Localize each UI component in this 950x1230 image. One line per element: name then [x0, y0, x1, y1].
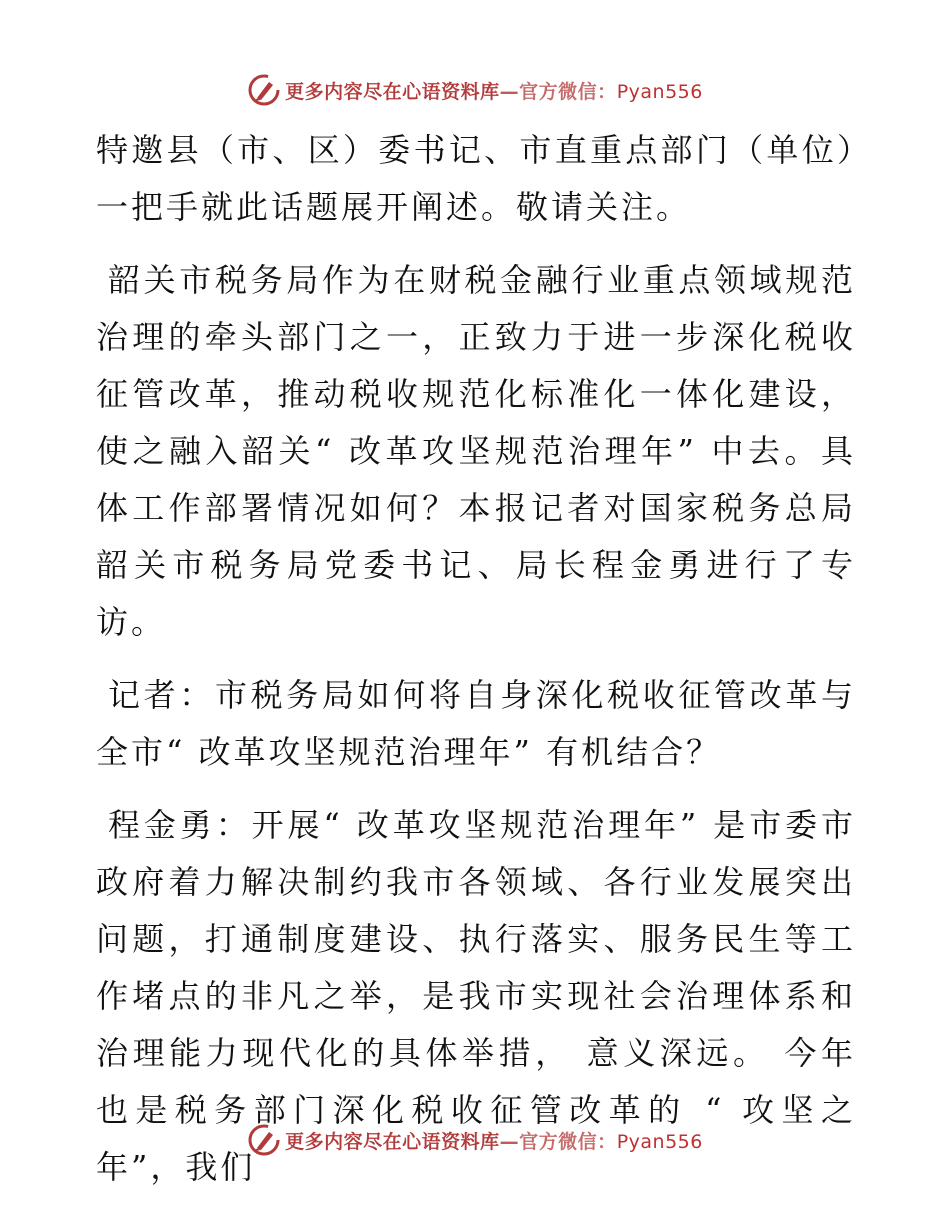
- watermark-text: [285, 1127, 703, 1154]
- watermark-dash: —: [499, 80, 520, 103]
- watermark-id: Pyan556: [616, 1130, 703, 1153]
- footer-watermark: [0, 1120, 950, 1160]
- watermark-label: 官方微信：: [519, 80, 617, 103]
- watermark-main: 更多内容尽在心语资料库: [285, 80, 500, 103]
- document-body: [96, 122, 856, 1212]
- quill-logo-icon: [247, 73, 281, 107]
- watermark-dash: —: [499, 1130, 520, 1153]
- watermark-text: [285, 77, 703, 104]
- paragraph-question: 记者：市税务局如何将自身深化税收征管改革与全市“ 改革攻坚规范治理年” 有机结合？: [96, 676, 856, 771]
- header-watermark: [0, 70, 950, 110]
- watermark-main: 更多内容尽在心语资料库: [285, 1130, 500, 1153]
- paragraph-overview: 韶关市税务局作为在财税金融行业重点领域规范治理的牵头部门之一，正致力于进一步深化税收征管改革，推动税收规范化标准化一体化建设，使之融入韶关“ 改革攻坚规范治理年” 中去。具体工作部署情况如何？本报记者对国家税务总局韶关市税务局党委书记、局长程金勇进行了专访。: [96, 261, 856, 641]
- watermark-id: Pyan556: [616, 80, 703, 103]
- watermark-label: 官方微信：: [519, 1130, 617, 1153]
- quill-logo-icon: [247, 1123, 281, 1157]
- paragraph-intro: 特邀县（市、区）委书记、市直重点部门（单位）一把手就此话题展开阐述。敬请关注。: [96, 131, 856, 226]
- paragraph-answer: 程金勇：开展“ 改革攻坚规范治理年” 是市委市政府着力解决制约我市各领域、各行业发展突出问题，打通制度建设、执行落实、服务民生等工作堵点的非凡之举，是我市实现社会治理体系和治理能力现代化的具体举措， 意义深远。 今年也是税务部门深化税收征管改革的 “ 攻坚之年”，我们: [96, 806, 856, 1186]
